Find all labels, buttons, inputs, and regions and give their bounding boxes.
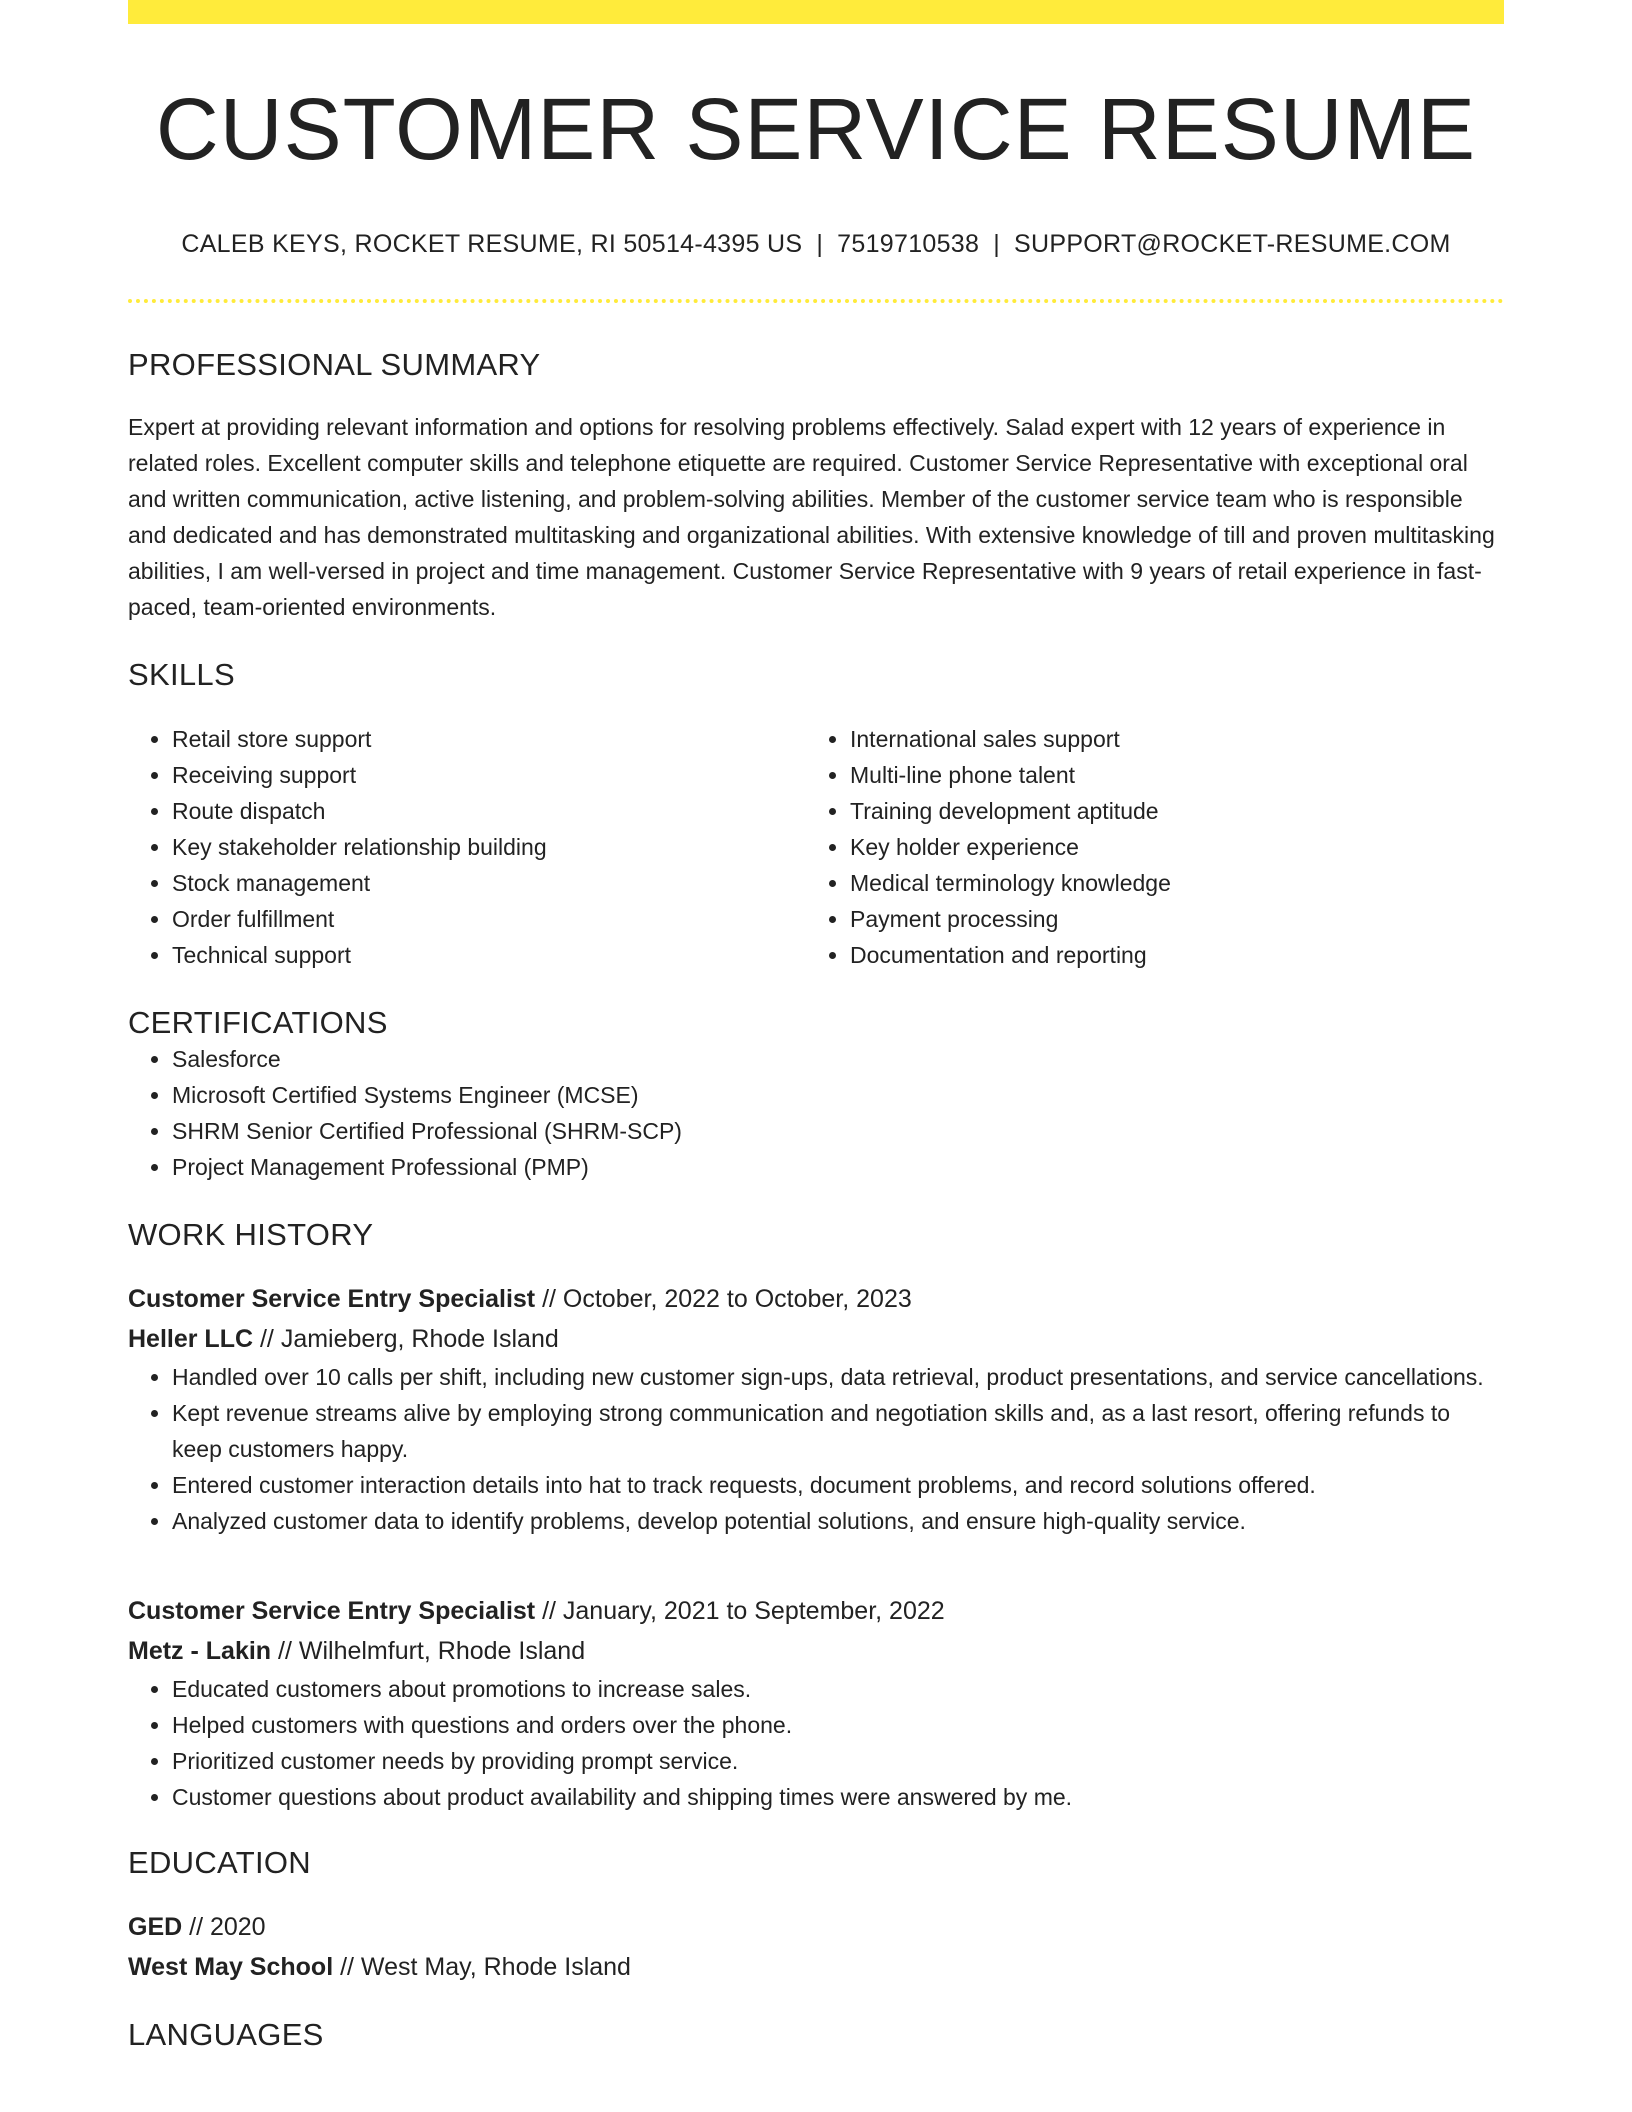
skill-item: • Order fulfillment — [172, 901, 806, 937]
accent-top-bar — [128, 0, 1504, 24]
skill-item: • Medical terminology knowledge — [850, 865, 1484, 901]
job-title: Customer Service Entry Specialist — [128, 1284, 536, 1313]
skills-list-left — [128, 721, 806, 973]
education-location: // West May, Rhode Island — [333, 1952, 631, 1981]
skill-item: • Key holder experience — [850, 829, 1484, 865]
job-entry — [128, 1279, 1504, 1539]
contact-line — [128, 230, 1504, 259]
skill-item: • Technical support — [172, 937, 806, 973]
resume-page — [128, 0, 1504, 2053]
education-school: West May School — [128, 1952, 334, 1981]
contact-email: SUPPORT@ROCKET-RESUME.COM — [1014, 229, 1451, 258]
job-title: Customer Service Entry Specialist — [128, 1596, 536, 1625]
job-company: Heller LLC — [128, 1324, 254, 1353]
skills-list-right — [806, 721, 1484, 973]
job-company: Metz - Lakin — [128, 1636, 272, 1665]
work-history-heading: WORK HISTORY — [128, 1216, 374, 1252]
skill-item: • International sales support — [850, 721, 1484, 757]
summary-heading: PROFESSIONAL SUMMARY — [128, 346, 541, 382]
job-title-line — [128, 1591, 1504, 1631]
job-dates: // October, 2022 to October, 2023 — [535, 1284, 912, 1313]
contact-separator: | — [816, 229, 824, 258]
skill-item: • Stock management — [172, 865, 806, 901]
skill-item: • Key stakeholder relationship building — [172, 829, 806, 865]
job-bullet: • Analyzed customer data to identify problems, develop potential solutions, and ensure high-quality service. — [172, 1503, 1504, 1539]
certifications-heading: CERTIFICATIONS — [128, 1004, 388, 1040]
contact-separator: | — [993, 229, 1001, 258]
certifications-list — [128, 1041, 1504, 1185]
skills-column-left — [128, 721, 806, 973]
education-degree: GED — [128, 1912, 183, 1941]
contact-phone: 7519710538 — [837, 229, 980, 258]
job-bullet: • Kept revenue streams alive by employing strong communication and negotiation skills and, as a last resort, offering refunds to keep customers happy. — [172, 1395, 1504, 1467]
skill-item: • Documentation and reporting — [850, 937, 1484, 973]
skills-grid — [128, 721, 1504, 973]
job-location: // Jamieberg, Rhode Island — [253, 1324, 559, 1353]
education-degree-line — [128, 1907, 1504, 1947]
languages-heading: LANGUAGES — [128, 2016, 324, 2052]
skill-item: • Training development aptitude — [850, 793, 1484, 829]
skills-heading: SKILLS — [128, 656, 235, 692]
education-year: // 2020 — [182, 1912, 266, 1941]
skill-item: • Receiving support — [172, 757, 806, 793]
job-bullet: • Prioritized customer needs by providing prompt service. — [172, 1743, 1504, 1779]
dotted-divider — [128, 299, 1504, 303]
certification-item: • Salesforce — [172, 1041, 1504, 1077]
job-bullet: • Customer questions about product availability and shipping times were answered by me. — [172, 1779, 1504, 1815]
job-bullets — [128, 1359, 1504, 1539]
job-entry — [128, 1591, 1504, 1815]
resume-title: CUSTOMER SERVICE RESUME — [155, 81, 1477, 178]
certification-item: • SHRM Senior Certified Professional (SHRM-SCP) — [172, 1113, 1504, 1149]
job-title-line — [128, 1279, 1504, 1319]
job-bullet: • Educated customers about promotions to increase sales. — [172, 1671, 1504, 1707]
education-heading: EDUCATION — [128, 1844, 311, 1880]
skill-item: • Route dispatch — [172, 793, 806, 829]
job-bullets — [128, 1671, 1504, 1815]
education-school-line — [128, 1947, 1504, 1987]
contact-address: CALEB KEYS, ROCKET RESUME, RI 50514-4395 US — [181, 229, 803, 258]
job-company-line — [128, 1319, 1504, 1359]
skill-item: • Payment processing — [850, 901, 1484, 937]
summary-text: Expert at providing relevant information and options for resolving problems effectively. Salad expert with 12 years of experience in related roles. Excellent computer skills and telephone etiquette are required. Customer Service Representative with exceptional oral and written communication, active listening, and problem-solving abilities. Member of the customer service team who is responsible and dedicated and has demonstrated multitasking and organizational abilities. With extensive knowledge of till and proven multitasking abilities, I am well-versed in project and time management. Customer Service Representative with 9 years of retail experience in fast-paced, team-oriented environments. — [128, 413, 1495, 620]
skill-item: • Retail store support — [172, 721, 806, 757]
job-bullet: • Entered customer interaction details into hat to track requests, document problems, and record solutions offered. — [172, 1467, 1504, 1503]
certification-item: • Microsoft Certified Systems Engineer (MCSE) — [172, 1077, 1504, 1113]
job-dates: // January, 2021 to September, 2022 — [535, 1596, 945, 1625]
certification-item: • Project Management Professional (PMP) — [172, 1149, 1504, 1185]
job-location: // Wilhelmfurt, Rhode Island — [271, 1636, 586, 1665]
skills-column-right — [806, 721, 1484, 973]
job-spacer — [128, 1539, 1504, 1563]
job-bullet: • Helped customers with questions and orders over the phone. — [172, 1707, 1504, 1743]
job-bullet: • Handled over 10 calls per shift, including new customer sign-ups, data retrieval, product presentations, and service cancellations. — [172, 1359, 1504, 1395]
job-company-line — [128, 1631, 1504, 1671]
skill-item: • Multi-line phone talent — [850, 757, 1484, 793]
